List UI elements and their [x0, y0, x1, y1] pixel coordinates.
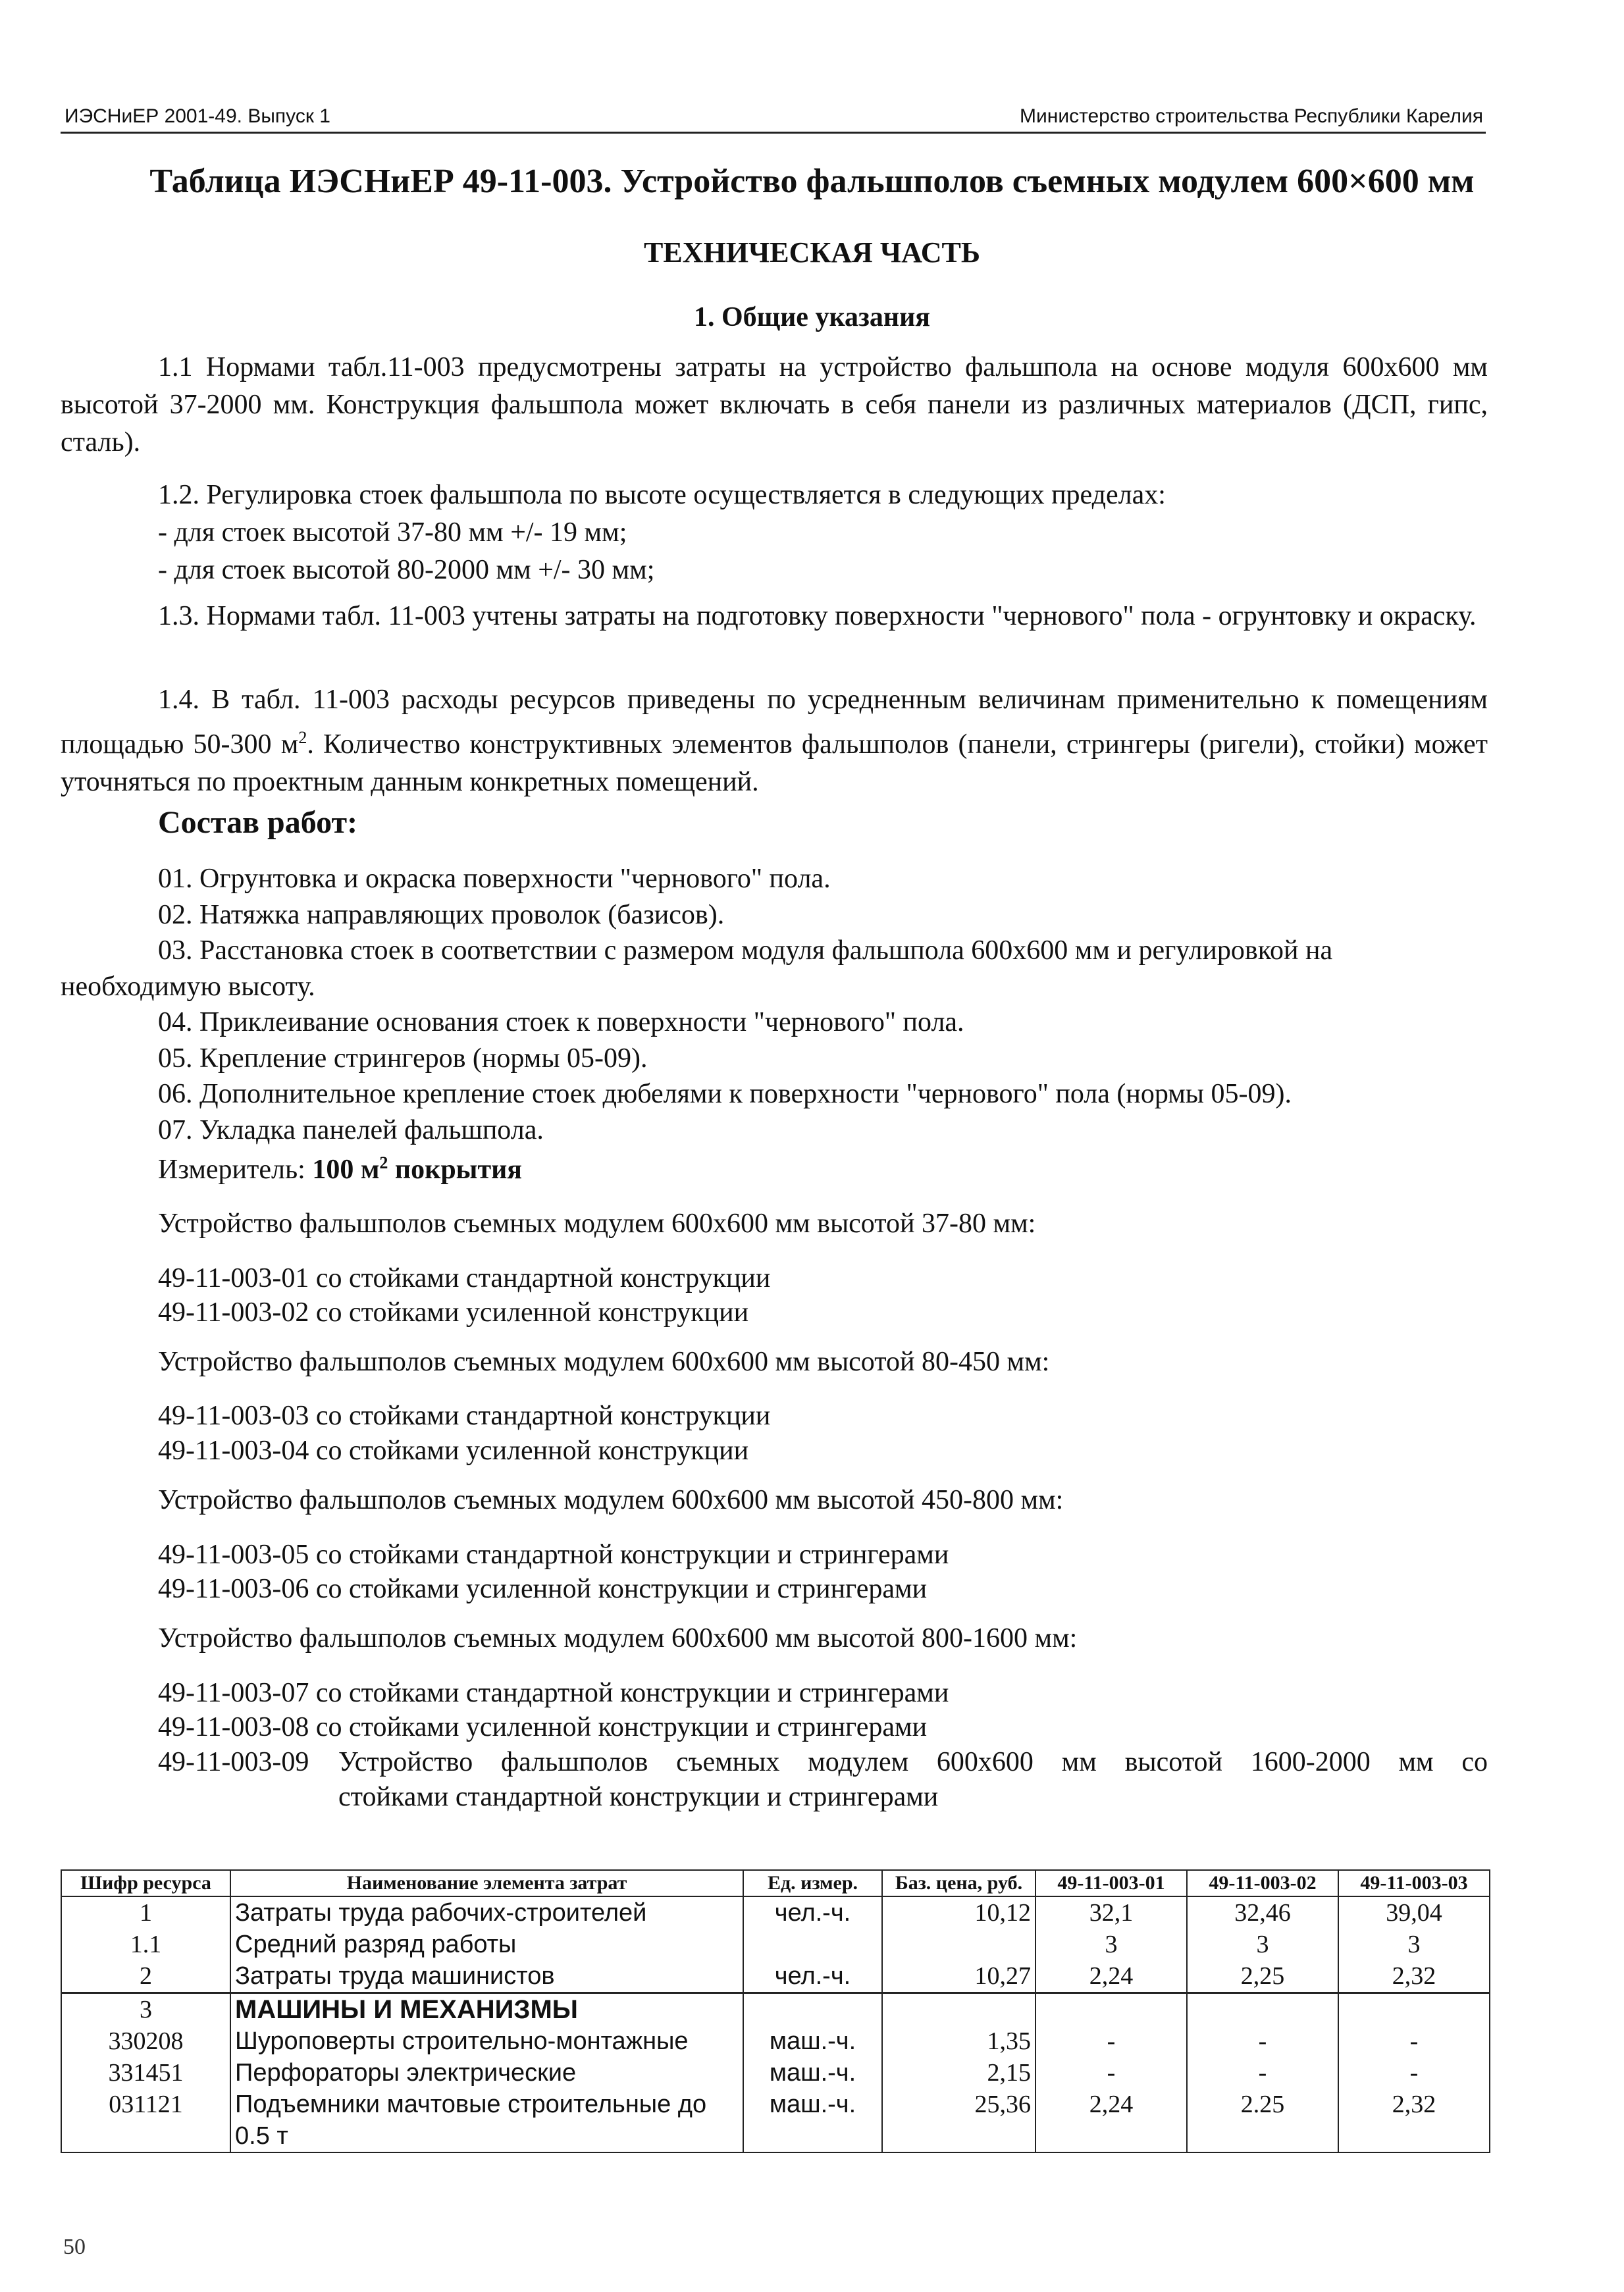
cell: Подъемники мачтовые строительные до 0.5 т	[230, 2089, 743, 2152]
cell	[743, 1993, 882, 2026]
cell: 2,32	[1338, 2089, 1490, 2152]
cell	[882, 1929, 1035, 1960]
work-list	[61, 861, 1488, 1148]
cell: 1.1	[61, 1929, 230, 1960]
paragraph-1-2	[61, 477, 1488, 589]
cell: 2,25	[1187, 1960, 1338, 1993]
technical-part-heading: ТЕХНИЧЕСКАЯ ЧАСТЬ	[644, 236, 980, 269]
col-header: Шифр ресурса	[61, 1870, 230, 1896]
table-row	[61, 1896, 1490, 1929]
norm-item: 49-11-003-02 со стойками усиленной конструкции	[158, 1297, 749, 1328]
cell: -	[1035, 2025, 1187, 2057]
measure-sup: 2	[379, 1153, 388, 1172]
paragraph-1-4-after: . Количество конструктивных элементов фальшполов (панели, стрингеры (ригели), стойки) может уточняться по проектным данным конкретных помещений.	[61, 729, 1488, 797]
header-left: ИЭСНиЕР 2001-49. Выпуск 1	[65, 105, 330, 127]
work-item: 01. Огрунтовка и окраска поверхности "чернового" пола.	[158, 864, 831, 894]
measure-unit-text: покрытия	[388, 1155, 523, 1185]
cell: 2,24	[1035, 1960, 1187, 1993]
table-row	[61, 1929, 1490, 1960]
norm-item: 49-11-003-01 со стойками стандартной конструкции	[158, 1263, 771, 1293]
cell: -	[1187, 2025, 1338, 2057]
cell: -	[1338, 2057, 1490, 2089]
table-row	[61, 2025, 1490, 2057]
cell: 1	[61, 1896, 230, 1929]
cell: чел.-ч.	[743, 1960, 882, 1993]
cell: -	[1035, 2057, 1187, 2089]
work-item: 06. Дополнительное крепление стоек дюбелями к поверхности "чернового" пола (нормы 05-09).	[158, 1079, 1292, 1109]
cell: маш.-ч.	[743, 2057, 882, 2089]
cell: чел.-ч.	[743, 1896, 882, 1929]
norm-item-last-line2: стойками стандартной конструкции и стрингерами	[338, 1782, 939, 1812]
work-item: 07. Укладка панелей фальшпола.	[158, 1114, 544, 1145]
cell	[1338, 1993, 1490, 2026]
cell: 10,27	[882, 1960, 1035, 1993]
group-title: Устройство фальшполов съемных модулем 600х600 мм высотой 80-450 мм:	[158, 1347, 1050, 1377]
work-item: 04. Приклеивание основания стоек к поверхности "чернового" пола.	[158, 1007, 964, 1037]
col-header: Ед. измер.	[743, 1870, 882, 1896]
cell: 2,32	[1338, 1960, 1490, 1993]
cell: 39,04	[1338, 1896, 1490, 1929]
header-right: Министерство строительства Республики Карелия	[1020, 105, 1483, 127]
norm-item: 49-11-003-08 со стойками усиленной конструкции и стрингерами	[158, 1712, 928, 1742]
col-header: 49-11-003-01	[1035, 1870, 1187, 1896]
cell: 2	[61, 1960, 230, 1993]
general-instructions-heading: 1. Общие указания	[693, 302, 931, 332]
paragraph-1-2-line1: - для стоек высотой 37-80 мм +/- 19 мм;	[158, 517, 627, 548]
cell	[1035, 1993, 1187, 2026]
cell: 3	[1035, 1929, 1187, 1960]
cell: -	[1338, 2025, 1490, 2057]
col-header: 49-11-003-02	[1187, 1870, 1338, 1896]
cell: 2,24	[1035, 2089, 1187, 2152]
norm-item: 49-11-003-05 со стойками стандартной конструкции и стрингерами	[158, 1540, 949, 1570]
cell: -	[1187, 2057, 1338, 2089]
norm-item-last-line1: Устройство фальшполов съемных модулем 600х600 мм высотой 1600-2000 мм со	[338, 1747, 1488, 1777]
cell: Шуроповерты строительно-монтажные	[230, 2025, 743, 2057]
norm-item: 49-11-003-06 со стойками усиленной конструкции и стрингерами	[158, 1574, 928, 1604]
group-title: Устройство фальшполов съемных модулем 600х600 мм высотой 800-1600 мм:	[158, 1623, 1078, 1654]
measure-value: 100 м	[312, 1155, 380, 1185]
page-number: 50	[63, 2235, 86, 2259]
cell: Перфораторы электрические	[230, 2057, 743, 2089]
cell: 330208	[61, 2025, 230, 2057]
work-item: 05. Крепление стрингеров (нормы 05-09).	[158, 1043, 648, 1074]
cell: 32,1	[1035, 1896, 1187, 1929]
table-row	[61, 1960, 1490, 1993]
group-title: Устройство фальшполов съемных модулем 600х600 мм высотой 37-80 мм:	[158, 1209, 1036, 1239]
cell	[743, 1929, 882, 1960]
paragraph-1-1: 1.1 Нормами табл.11-003 предусмотрены затраты на устройство фальшпола на основе модуля 600х600 мм высотой 37-2000 мм. Конструкция фальшпола может включать в себя панели из различных материалов (ДСП, гипс, сталь).	[61, 352, 1488, 457]
paragraph-1-3: 1.3. Нормами табл. 11-003 учтены затраты на подготовку поверхности "чернового" пола - огрунтовку и окраску.	[158, 601, 1477, 631]
table-row	[61, 1993, 1490, 2026]
table-row	[61, 2089, 1490, 2152]
cell: 3	[1338, 1929, 1490, 1960]
col-header: Наименование элемента затрат	[230, 1870, 743, 1896]
cell: 331451	[61, 2057, 230, 2089]
col-header: 49-11-003-03	[1338, 1870, 1490, 1896]
norm-item: 49-11-003-03 со стойками стандартной конструкции	[158, 1401, 771, 1431]
table-row	[61, 2057, 1490, 2089]
paragraph-1-4	[61, 681, 1488, 801]
measure-unit	[158, 1153, 522, 1185]
group-title: Устройство фальшполов съемных модулем 600х600 мм высотой 450-800 мм:	[158, 1485, 1064, 1515]
cell: 2,15	[882, 2057, 1035, 2089]
work-item: 03. Расстановка стоек в соответствии с размером модуля фальшпола 600х600 мм и регулировкой на необходимую высоту.	[61, 935, 1333, 1002]
cell: маш.-ч.	[743, 2089, 882, 2152]
norm-item-last-code: 49-11-003-09	[158, 1747, 309, 1777]
running-header	[61, 99, 1486, 134]
paragraph-1-4-before: 1.4. В табл. 11-003 расходы ресурсов приведены по усредненным величинам применительно к помещениям площадью 50-300 м	[61, 685, 1488, 760]
cell: 32,46	[1187, 1896, 1338, 1929]
cell: МАШИНЫ И МЕХАНИЗМЫ	[230, 1993, 743, 2026]
cell: 3	[1187, 1929, 1338, 1960]
col-header: Баз. цена, руб.	[882, 1870, 1035, 1896]
cell: Затраты труда машинистов	[230, 1960, 743, 1993]
cell: маш.-ч.	[743, 2025, 882, 2057]
cell: 031121	[61, 2089, 230, 2152]
cell: 2.25	[1187, 2089, 1338, 2152]
work-item: 02. Натяжка направляющих проволок (базисов).	[158, 899, 725, 930]
cell: 10,12	[882, 1896, 1035, 1929]
paragraph-1-4-sup: 2	[298, 728, 307, 747]
norm-item: 49-11-003-07 со стойками стандартной конструкции и стрингерами	[158, 1678, 949, 1708]
measure-label: Измеритель:	[158, 1155, 313, 1185]
table-header-row	[61, 1870, 1490, 1896]
resources-table	[61, 1869, 1490, 2153]
paragraph-1-2-line2: - для стоек высотой 80-2000 мм +/- 30 мм;	[158, 555, 655, 585]
cell: 3	[61, 1993, 230, 2026]
cell: Средний разряд работы	[230, 1929, 743, 1960]
cell: 1,35	[882, 2025, 1035, 2057]
cell: 25,36	[882, 2089, 1035, 2152]
table-title: Таблица ИЭСНиЕР 49-11-003. Устройство фальшполов съемных модулем 600×600 мм	[149, 163, 1475, 200]
cell	[882, 1993, 1035, 2026]
paragraph-1-2-main: 1.2. Регулировка стоек фальшпола по высоте осуществляется в следующих пределах:	[158, 480, 1166, 510]
cell	[1187, 1993, 1338, 2026]
cell: Затраты труда рабочих-строителей	[230, 1896, 743, 1929]
work-composition-heading: Состав работ:	[158, 805, 358, 840]
norm-item: 49-11-003-04 со стойками усиленной конструкции	[158, 1436, 749, 1466]
